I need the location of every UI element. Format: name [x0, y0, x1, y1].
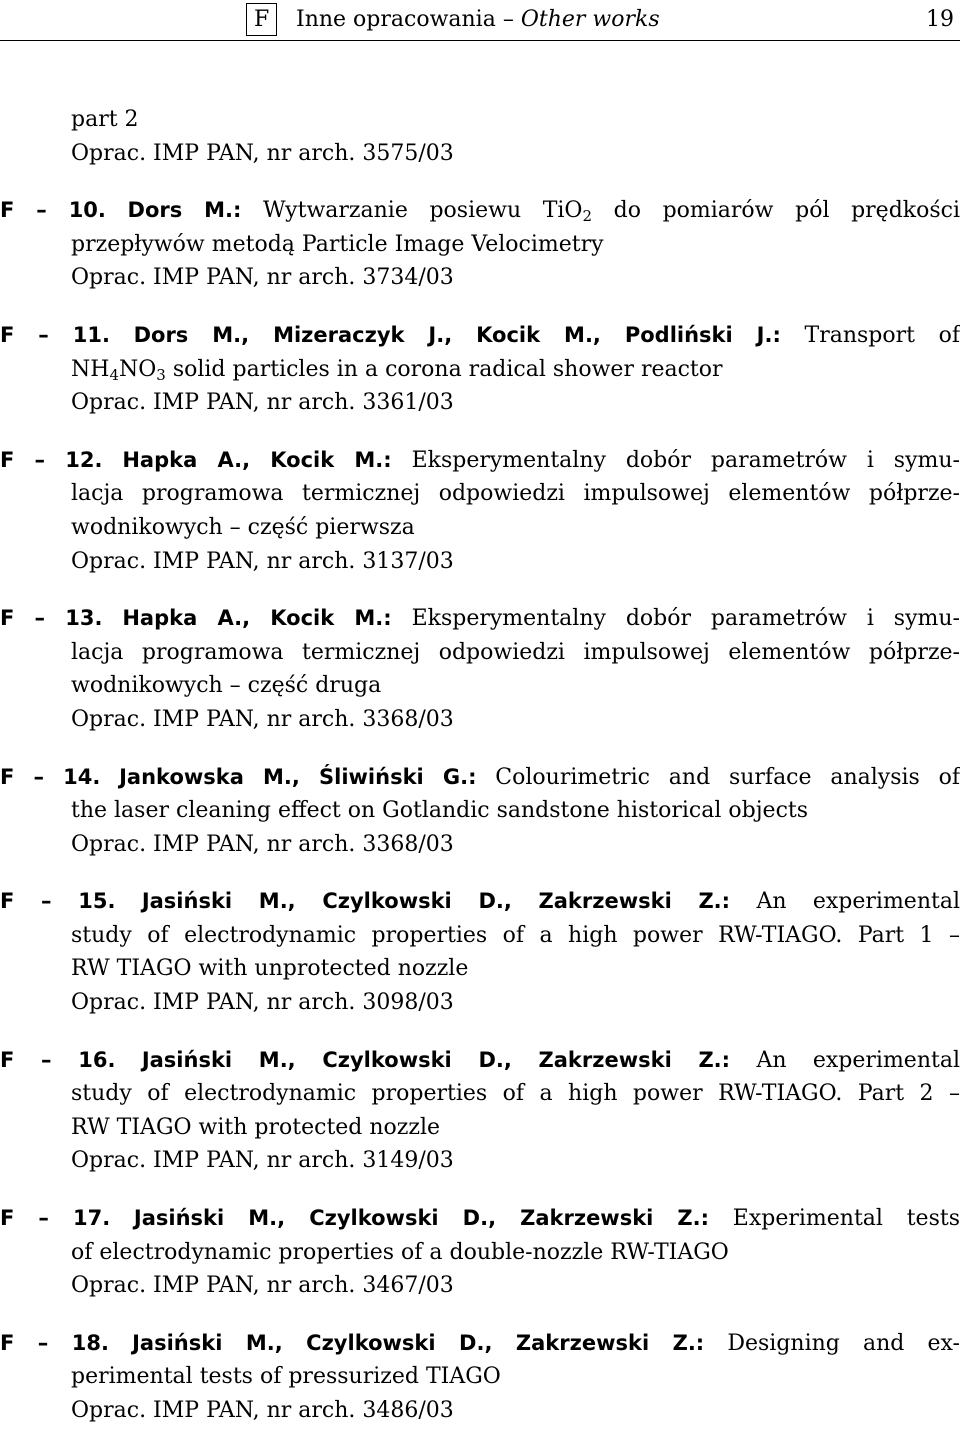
entry-authors: Jasiński M., Czylkowski D., Zakrzewski Z.: — [141, 889, 731, 914]
entry-archive: Oprac. IMP PAN, nr arch. 3467/03 — [71, 1273, 454, 1299]
entry-f11 — [0, 319, 960, 420]
section-title-separator: – — [495, 7, 521, 32]
entry-line: RW TIAGO with protected nozzle — [71, 1114, 441, 1140]
formula-part: NO — [118, 356, 157, 382]
entry-line: przepływów metodą Particle Image Velocimetry — [71, 231, 604, 257]
entry-authors: Jasiński M., Czylkowski D., Zakrzewski Z.: — [132, 1330, 705, 1355]
entry-title-part: Transport of — [804, 322, 960, 348]
entry-head — [0, 1327, 960, 1361]
entry-title-part: Experimental tests — [732, 1206, 960, 1232]
entry-authors: Hapka A., Kocik M.: — [122, 447, 392, 472]
entry-title-part: solid particles in a corona radical shower reactor — [165, 356, 723, 382]
entry-archive: Oprac. IMP PAN, nr arch. 3575/03 — [71, 140, 454, 166]
entry-archive: Oprac. IMP PAN, nr arch. 3098/03 — [71, 990, 454, 1016]
entry-head — [0, 761, 960, 795]
entry-archive: Oprac. IMP PAN, nr arch. 3486/03 — [71, 1398, 454, 1423]
entry-line: wodnikowych – część druga — [71, 673, 382, 699]
subscript: 4 — [109, 365, 119, 384]
entry-line: perimental tests of pressurized TIAGO — [71, 1364, 501, 1390]
entry-authors: Jasiński M., Czylkowski D., Zakrzewski Z.: — [133, 1206, 710, 1231]
entry-id: F – 13. — [0, 606, 103, 631]
entry-id: F – 12. — [0, 447, 103, 472]
entry-f15 — [0, 885, 960, 1019]
entry-id: F – 10. — [0, 198, 106, 223]
entry-f16 — [0, 1044, 960, 1178]
entry-head — [0, 1044, 960, 1078]
entry-f10 — [0, 194, 960, 295]
entry-head — [0, 885, 960, 919]
entry-title-part: Designing and ex- — [727, 1330, 960, 1356]
entry-continuation — [0, 103, 960, 170]
formula-part: NH — [71, 356, 110, 382]
running-header — [0, 0, 960, 41]
entry-line — [71, 353, 960, 387]
section-title — [296, 4, 660, 36]
entry-authors: Dors M., Mizeraczyk J., Kocik M., Podliński J.: — [133, 322, 781, 347]
entry-line: part 2 — [71, 107, 139, 132]
entry-archive: Oprac. IMP PAN, nr arch. 3368/03 — [71, 706, 454, 732]
entry-line: the laser cleaning effect on Gotlandic sandstone historical objects — [71, 798, 809, 824]
subscript: 3 — [156, 365, 166, 384]
entry-title-part: An experimental — [756, 1047, 960, 1073]
entry-authors: Jasiński M., Czylkowski D., Zakrzewski Z.: — [141, 1047, 731, 1072]
entry-title-part: Wytwarzanie posiewu TiO — [263, 198, 583, 224]
entry-authors: Jankowska M., Śliwiński G.: — [119, 764, 477, 789]
entry-archive: Oprac. IMP PAN, nr arch. 3734/03 — [71, 265, 454, 291]
entry-id: F – 16. — [0, 1047, 116, 1072]
entry-id: F – 18. — [0, 1330, 109, 1355]
entry-list — [0, 103, 960, 1452]
entry-head — [0, 444, 960, 478]
entry-archive: Oprac. IMP PAN, nr arch. 3361/03 — [71, 390, 454, 416]
entry-f18 — [0, 1327, 960, 1428]
entry-title-part: Colourimetric and surface analysis of — [495, 764, 960, 790]
entry-head — [0, 319, 960, 353]
entry-archive: Oprac. IMP PAN, nr arch. 3368/03 — [71, 831, 454, 857]
entry-line: RW TIAGO with unprotected nozzle — [71, 956, 469, 982]
entry-archive: Oprac. IMP PAN, nr arch. 3137/03 — [71, 548, 454, 574]
entry-id: F – 11. — [0, 322, 110, 347]
section-title-pl: Inne opracowania — [296, 7, 496, 32]
entry-f14 — [0, 761, 960, 862]
section-letter-box: F — [246, 3, 277, 36]
entry-line: wodnikowych – część pierwsza — [71, 514, 415, 540]
entry-authors: Hapka A., Kocik M.: — [122, 606, 392, 631]
entry-id: F – 15. — [0, 889, 116, 914]
entry-title-part: Eksperymentalny dobór parametrów i symu- — [411, 606, 960, 632]
entry-head — [0, 1202, 960, 1236]
entry-title-part: Eksperymentalny dobór parametrów i symu- — [411, 447, 960, 473]
entry-title-part: do pomiarów pól prędkości — [592, 198, 960, 224]
entry-id: F – 17. — [0, 1206, 111, 1231]
entry-f13 — [0, 602, 960, 736]
entry-line: lacja programowa termicznej odpowiedzi impulsowej elementów półprze- — [71, 481, 960, 507]
entry-line: of electrodynamic properties of a double-nozzle RW-TIAGO — [71, 1239, 729, 1265]
section-title-en: Other works — [520, 7, 660, 32]
entry-f12 — [0, 444, 960, 578]
entry-line: lacja programowa termicznej odpowiedzi impulsowej elementów półprze- — [71, 639, 960, 665]
entry-f17 — [0, 1202, 960, 1303]
entry-head — [0, 194, 960, 228]
entry-line: study of electrodynamic properties of a high power RW-TIAGO. Part 2 – — [71, 1081, 960, 1107]
entry-archive: Oprac. IMP PAN, nr arch. 3149/03 — [71, 1148, 454, 1174]
entry-authors: Dors M.: — [127, 198, 242, 223]
page-number: 19 — [926, 7, 954, 32]
entry-id: F – 14. — [0, 764, 101, 789]
entry-title-part: An experimental — [756, 889, 960, 915]
entry-line: study of electrodynamic properties of a high power RW-TIAGO. Part 1 – — [71, 922, 960, 948]
entry-head — [0, 602, 960, 636]
subscript: 2 — [582, 207, 593, 226]
